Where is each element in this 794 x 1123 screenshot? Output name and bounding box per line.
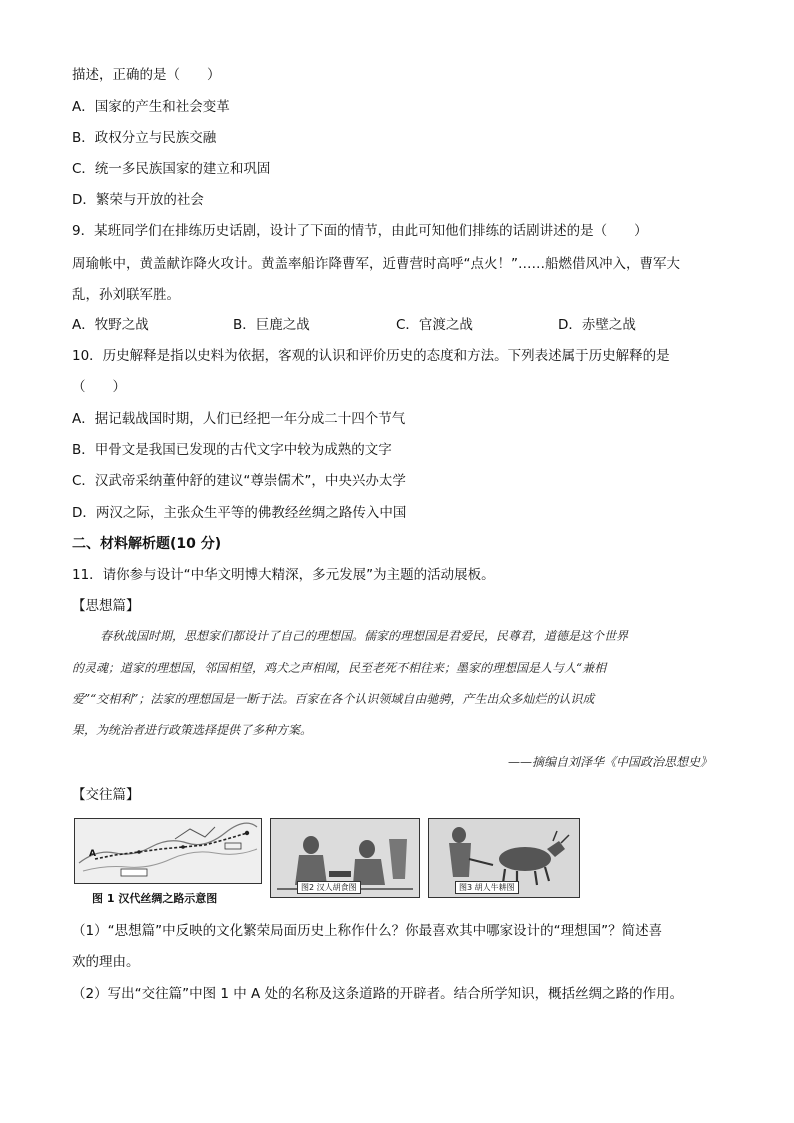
q9-option-a: A．牧野之战 xyxy=(72,317,149,333)
material-source: ——摘编自刘泽华《中国政治思想史》 xyxy=(508,755,713,769)
q10-stem: 10．历史解释是指以史料为依据，客观的认识和评价历史的态度和方法。下列表述属于历史解释的是 xyxy=(72,348,670,364)
q9-story-line-1: 周瑜帐中，黄盖献诈降火攻计。黄盖率船诈降曹军，近曹营时高呼“点火！”……船燃借风冲入，曹军大 xyxy=(72,256,680,272)
silk-road-map-figure xyxy=(74,818,262,884)
tag-jiaowang: 【交往篇】 xyxy=(72,787,140,803)
material-line-3: 爱”“交相利”；法家的理想国是一断于法。百家在各个认识领域自由驰骋，产生出众多灿烂的认识成 xyxy=(72,692,595,706)
q10-option-c: C．汉武帝采纳董仲舒的建议“尊崇儒术”，中央兴办太学 xyxy=(72,473,406,489)
q8-option-d: D．繁荣与开放的社会 xyxy=(72,192,204,208)
tag-sixiang: 【思想篇】 xyxy=(72,598,140,614)
q10-option-b: B．甲骨文是我国已发现的古代文字中较为成熟的文字 xyxy=(72,442,392,458)
q9-option-c: C．官渡之战 xyxy=(396,317,473,333)
han-hu-food-figure xyxy=(270,818,420,898)
figure-2-caption: 图2 汉人胡食图 xyxy=(297,881,361,894)
silk-road-map-drawing xyxy=(75,819,261,883)
q8-stem-tail: 描述，正确的是（ ） xyxy=(72,67,221,83)
q8-option-c: C．统一多民族国家的建立和巩固 xyxy=(72,161,271,177)
q9-option-b: B．巨鹿之战 xyxy=(233,317,310,333)
q9-story-line-2: 乱，孙刘联军胜。 xyxy=(72,287,180,303)
q8-option-b: B．政权分立与民族交融 xyxy=(72,130,217,146)
material-line-1: 春秋战国时期，思想家们都设计了自己的理想国。儒家的理想国是君爱民，民尊君，道德是这个世界 xyxy=(100,629,629,643)
hu-ox-plough-figure xyxy=(428,818,580,898)
q8-option-a: A．国家的产生和社会变革 xyxy=(72,99,230,115)
q11-part1-line-2: 欢的理由。 xyxy=(72,954,140,970)
material-line-2: 的灵魂；道家的理想国，邻国相望，鸡犬之声相闻，民至老死不相往来；墨家的理想国是人与人“兼相 xyxy=(72,661,607,675)
q9-stem: 9．某班同学们在排练历史话剧，设计了下面的情节，由此可知他们排练的话剧讲述的是（ ） xyxy=(72,223,648,239)
figure-3-caption: 图3 胡人牛耕图 xyxy=(455,881,519,894)
q9-option-d: D．赤壁之战 xyxy=(558,317,636,333)
q11-part2: （2）写出“交往篇”中图 1 中 A 处的名称及这条道路的开辟者。结合所学知识，概括丝绸之路的作用。 xyxy=(72,986,684,1002)
q11-part1-line-1: （1）“思想篇”中反映的文化繁荣局面历史上称作什么？你最喜欢其中哪家设计的“理想国”？简述喜 xyxy=(72,923,663,939)
map-label-a: A xyxy=(89,849,96,859)
section-heading: 二、材料解析题(10 分) xyxy=(72,536,222,552)
q10-option-a: A．据记载战国时期，人们已经把一年分成二十四个节气 xyxy=(72,411,406,427)
figure-1-caption: 图 1 汉代丝绸之路示意图 xyxy=(92,892,218,905)
q10-paren: （ ） xyxy=(72,379,126,395)
q10-option-d: D．两汉之际，主张众生平等的佛教经丝绸之路传入中国 xyxy=(72,505,407,521)
q11-stem: 11．请你参与设计“中华文明博大精深，多元发展”为主题的活动展板。 xyxy=(72,567,495,583)
material-line-4: 果，为统治者进行政策选择提供了多种方案。 xyxy=(72,723,313,737)
